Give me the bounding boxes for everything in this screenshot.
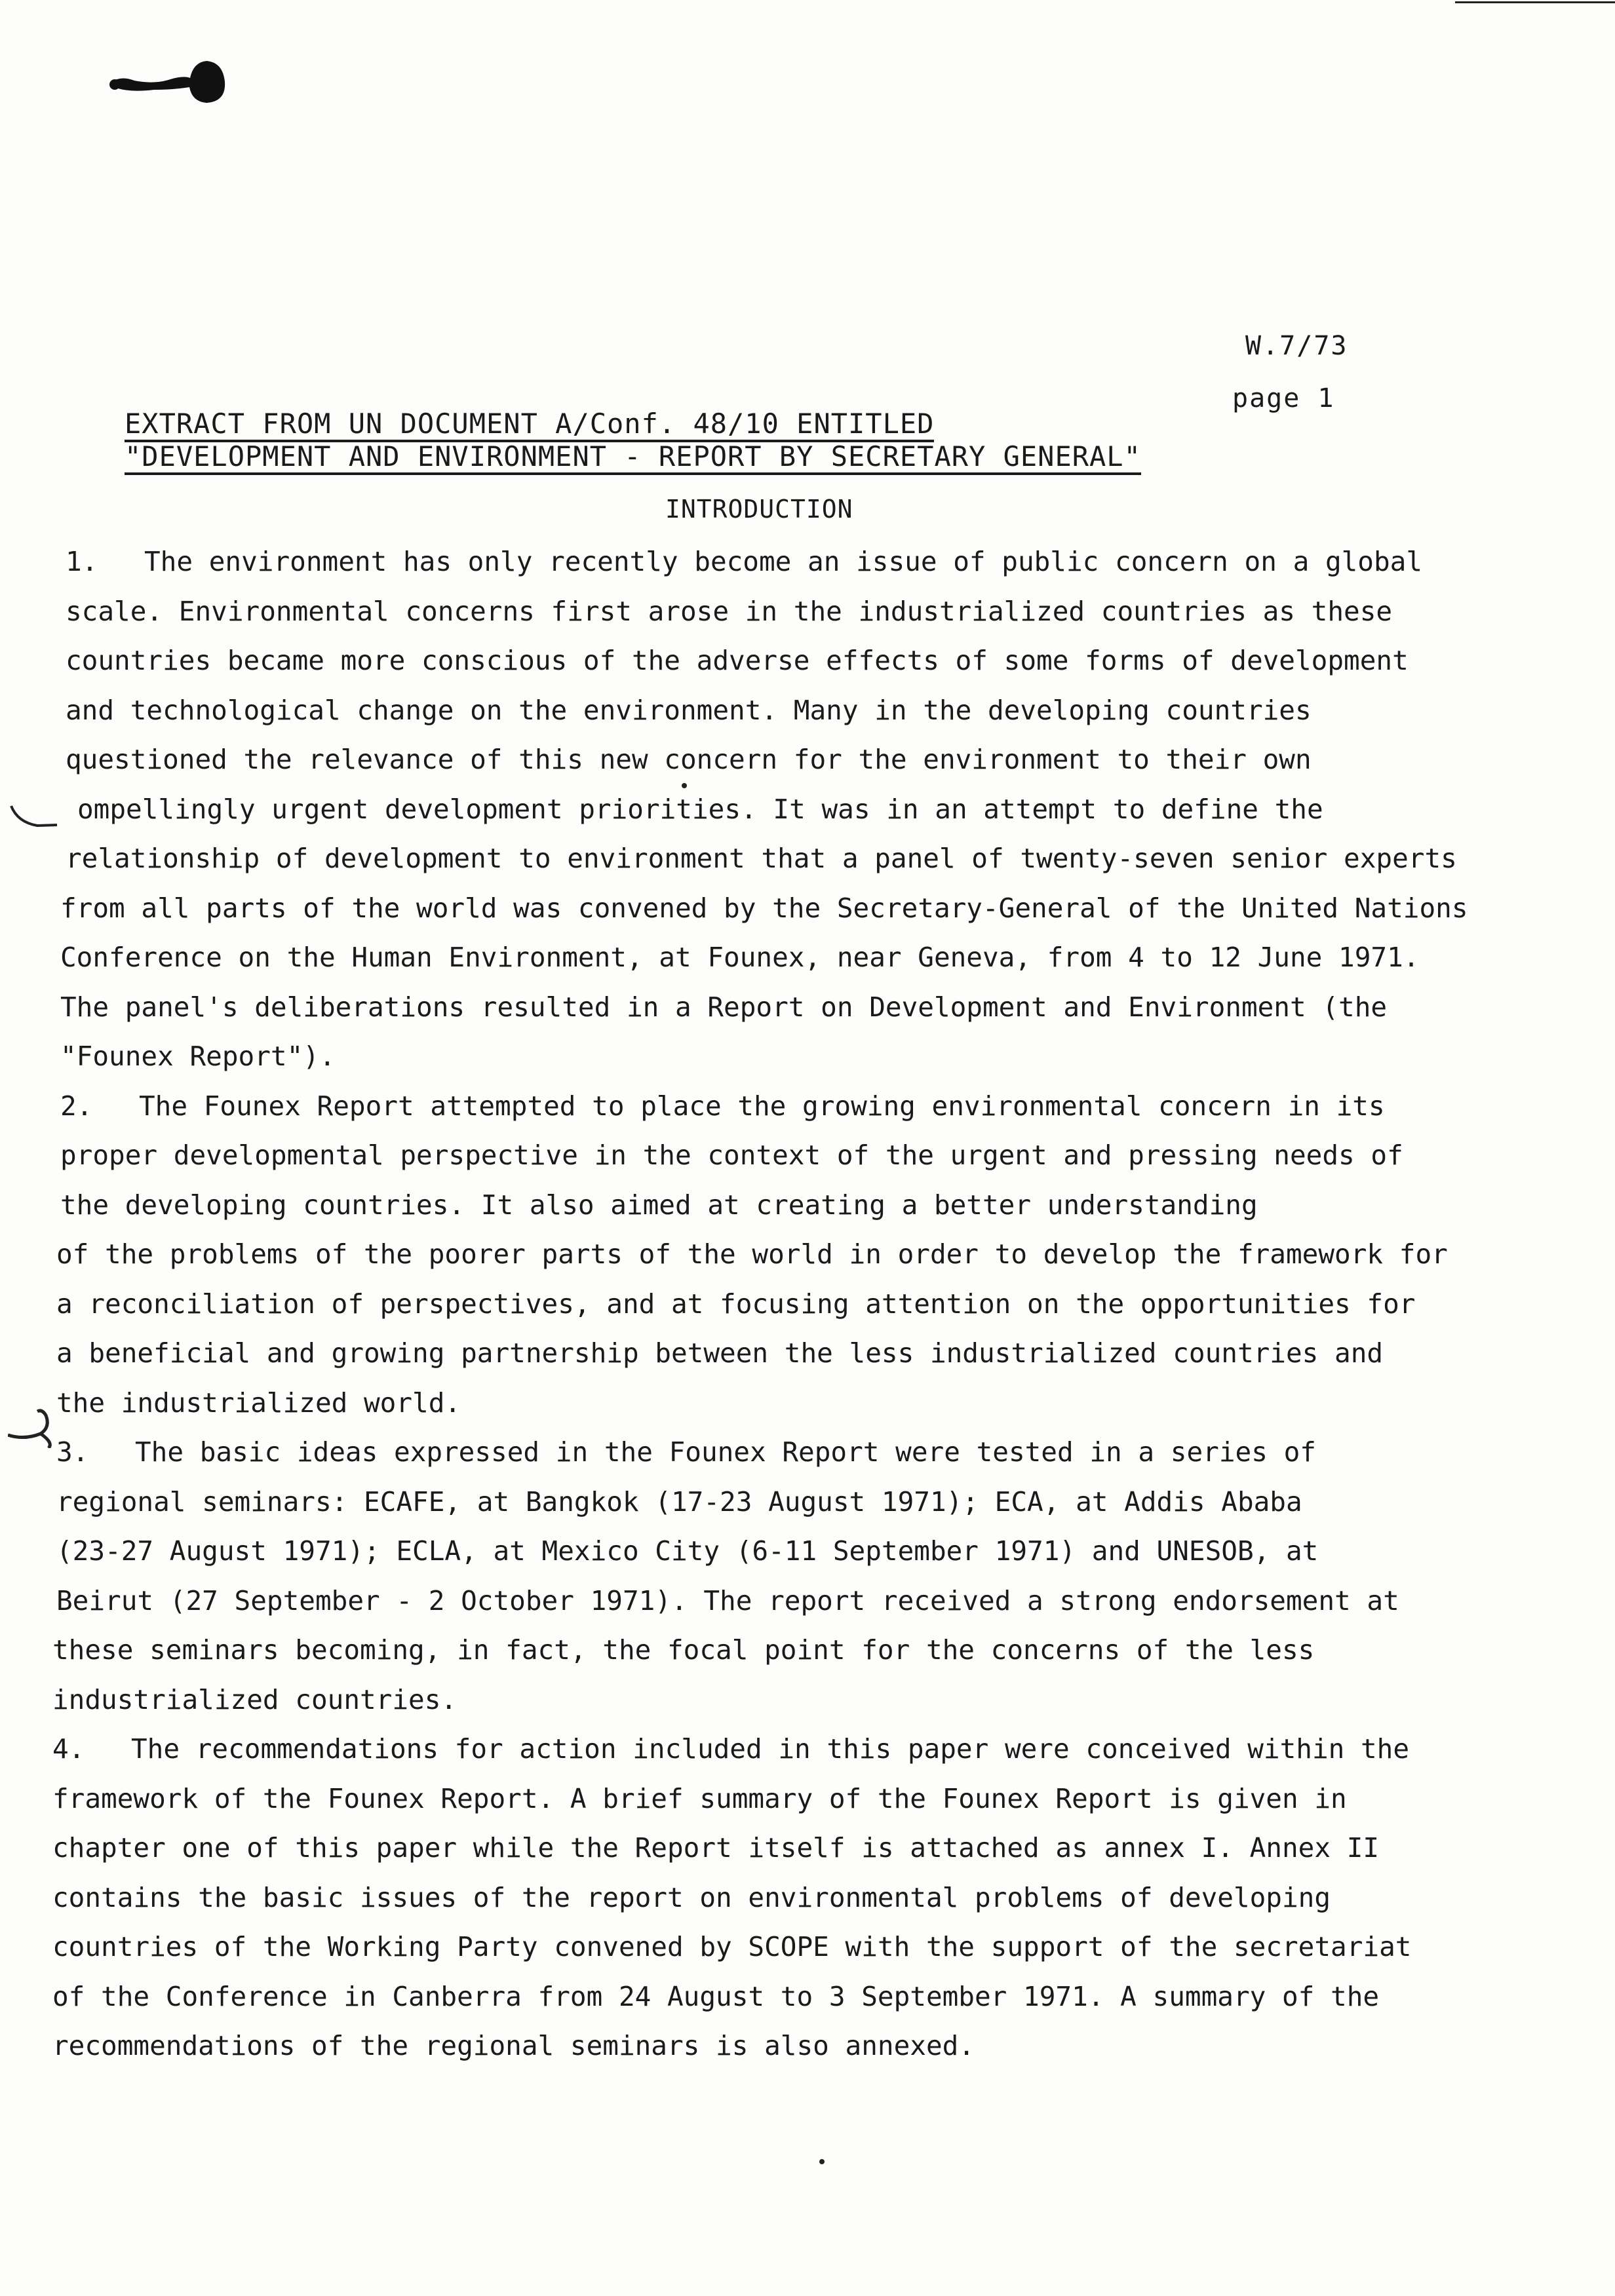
paragraph-line: the industrialized world. (56, 1387, 461, 1419)
paragraph-line: 1. The environment has only recently become an issue of public concern on a global (52, 537, 1494, 587)
heading-line-1: EXTRACT FROM UN DOCUMENT A/Conf. 48/10 ENTITLED (125, 410, 934, 442)
paragraph-line: contains the basic issues of the report on environmental problems of developing (52, 1881, 1331, 1913)
paragraph-2 (52, 1082, 1494, 1428)
paragraph-line: framework of the Founex Report. A brief summary of the Founex Report is given in (52, 1782, 1347, 1814)
paragraph-line: and technological change on the environment. Many in the developing countries (66, 694, 1312, 726)
document-reference-code: W.7/73 (1245, 331, 1348, 361)
scan-edge-line (1455, 1, 1615, 3)
paragraph-line: questioned the relevance of this new concern for the environment to their own (66, 744, 1312, 775)
paragraph-line: Conference on the Human Environment, at Founex, near Geneva, from 4 to 12 June 1971. (60, 942, 1420, 973)
paragraph-line: The panel's deliberations resulted in a Report on Development and Environment (the (60, 991, 1388, 1023)
paragraph-line: (23-27 August 1971); ECLA, at Mexico City (6-11 September 1971) and UNESOB, at (56, 1535, 1319, 1567)
scan-speck (819, 2159, 825, 2164)
paragraph-line: 2. The Founex Report attempted to place the growing environmental concern in its (52, 1082, 1494, 1132)
paragraph-number: 3. (56, 1436, 89, 1468)
paragraph-line: relationship of development to environment that a panel of twenty-seven senior experts (66, 843, 1457, 874)
paragraph-line: from all parts of the world was convened by the Secretary-General of the United Nations (60, 892, 1468, 924)
paragraph-line: proper developmental perspective in the context of the urgent and pressing needs of (60, 1139, 1403, 1171)
paragraph-line: chapter one of this paper while the Report itself is attached as annex I. Annex II (52, 1832, 1380, 1864)
paragraph-line: the developing countries. It also aimed at creating a better understanding (60, 1189, 1258, 1221)
paragraph-line: 3. The basic ideas expressed in the Founex Report were tested in a series of (52, 1428, 1494, 1478)
paragraph-line: countries became more conscious of the adverse effects of some forms of development (66, 645, 1409, 676)
paragraph-line: ompellingly urgent development priorities. It was in an attempt to define the (77, 793, 1323, 825)
paragraph-line: a reconciliation of perspectives, and at focusing attention on the opportunities for (56, 1288, 1416, 1320)
paragraph-line: these seminars becoming, in fact, the focal point for the concerns of the less (52, 1634, 1315, 1666)
ink-blot-mark (108, 56, 239, 108)
paragraph-number: 4. (52, 1733, 85, 1765)
section-title: INTRODUCTION (665, 495, 853, 524)
paragraph-line: regional seminars: ECAFE, at Bangkok (17-23 August 1971); ECA, at Addis Ababa (56, 1485, 1302, 1518)
paragraph-3 (52, 1428, 1494, 1725)
paragraph-line: recommendations of the regional seminars is also annexed. (52, 2030, 975, 2061)
paragraph-line: of the problems of the poorer parts of the world in order to develop the framework for (56, 1238, 1448, 1270)
paragraph-line: industrialized countries. (52, 1683, 457, 1715)
paragraph-line: of the Conference in Canberra from 24 August to 3 September 1971. A summary of the (52, 1980, 1380, 2012)
paragraph-line: scale. Environmental concerns first arose in the industrialized countries as these (66, 595, 1393, 627)
paragraph-4 (52, 1725, 1494, 2071)
paragraph-number: 1. (66, 546, 98, 577)
page-number: page 1 (1232, 383, 1335, 413)
heading-line-2: "DEVELOPMENT AND ENVIRONMENT - REPORT BY SECRETARY GENERAL" (125, 442, 1141, 475)
paragraph-line: countries of the Working Party convened by SCOPE with the support of the secretariat (52, 1931, 1412, 1962)
paragraph-1 (52, 537, 1494, 1082)
paragraph-number: 2. (60, 1090, 93, 1122)
body-text (52, 537, 1494, 2071)
paragraph-line: Beirut (27 September - 2 October 1971). The report received a strong endorsement at (56, 1584, 1399, 1617)
paragraph-line: 4. The recommendations for action included in this paper were conceived within the (52, 1725, 1494, 1774)
paragraph-line: a beneficial and growing partnership between the less industrialized countries and (56, 1337, 1384, 1369)
paragraph-line: "Founex Report"). (60, 1041, 336, 1072)
